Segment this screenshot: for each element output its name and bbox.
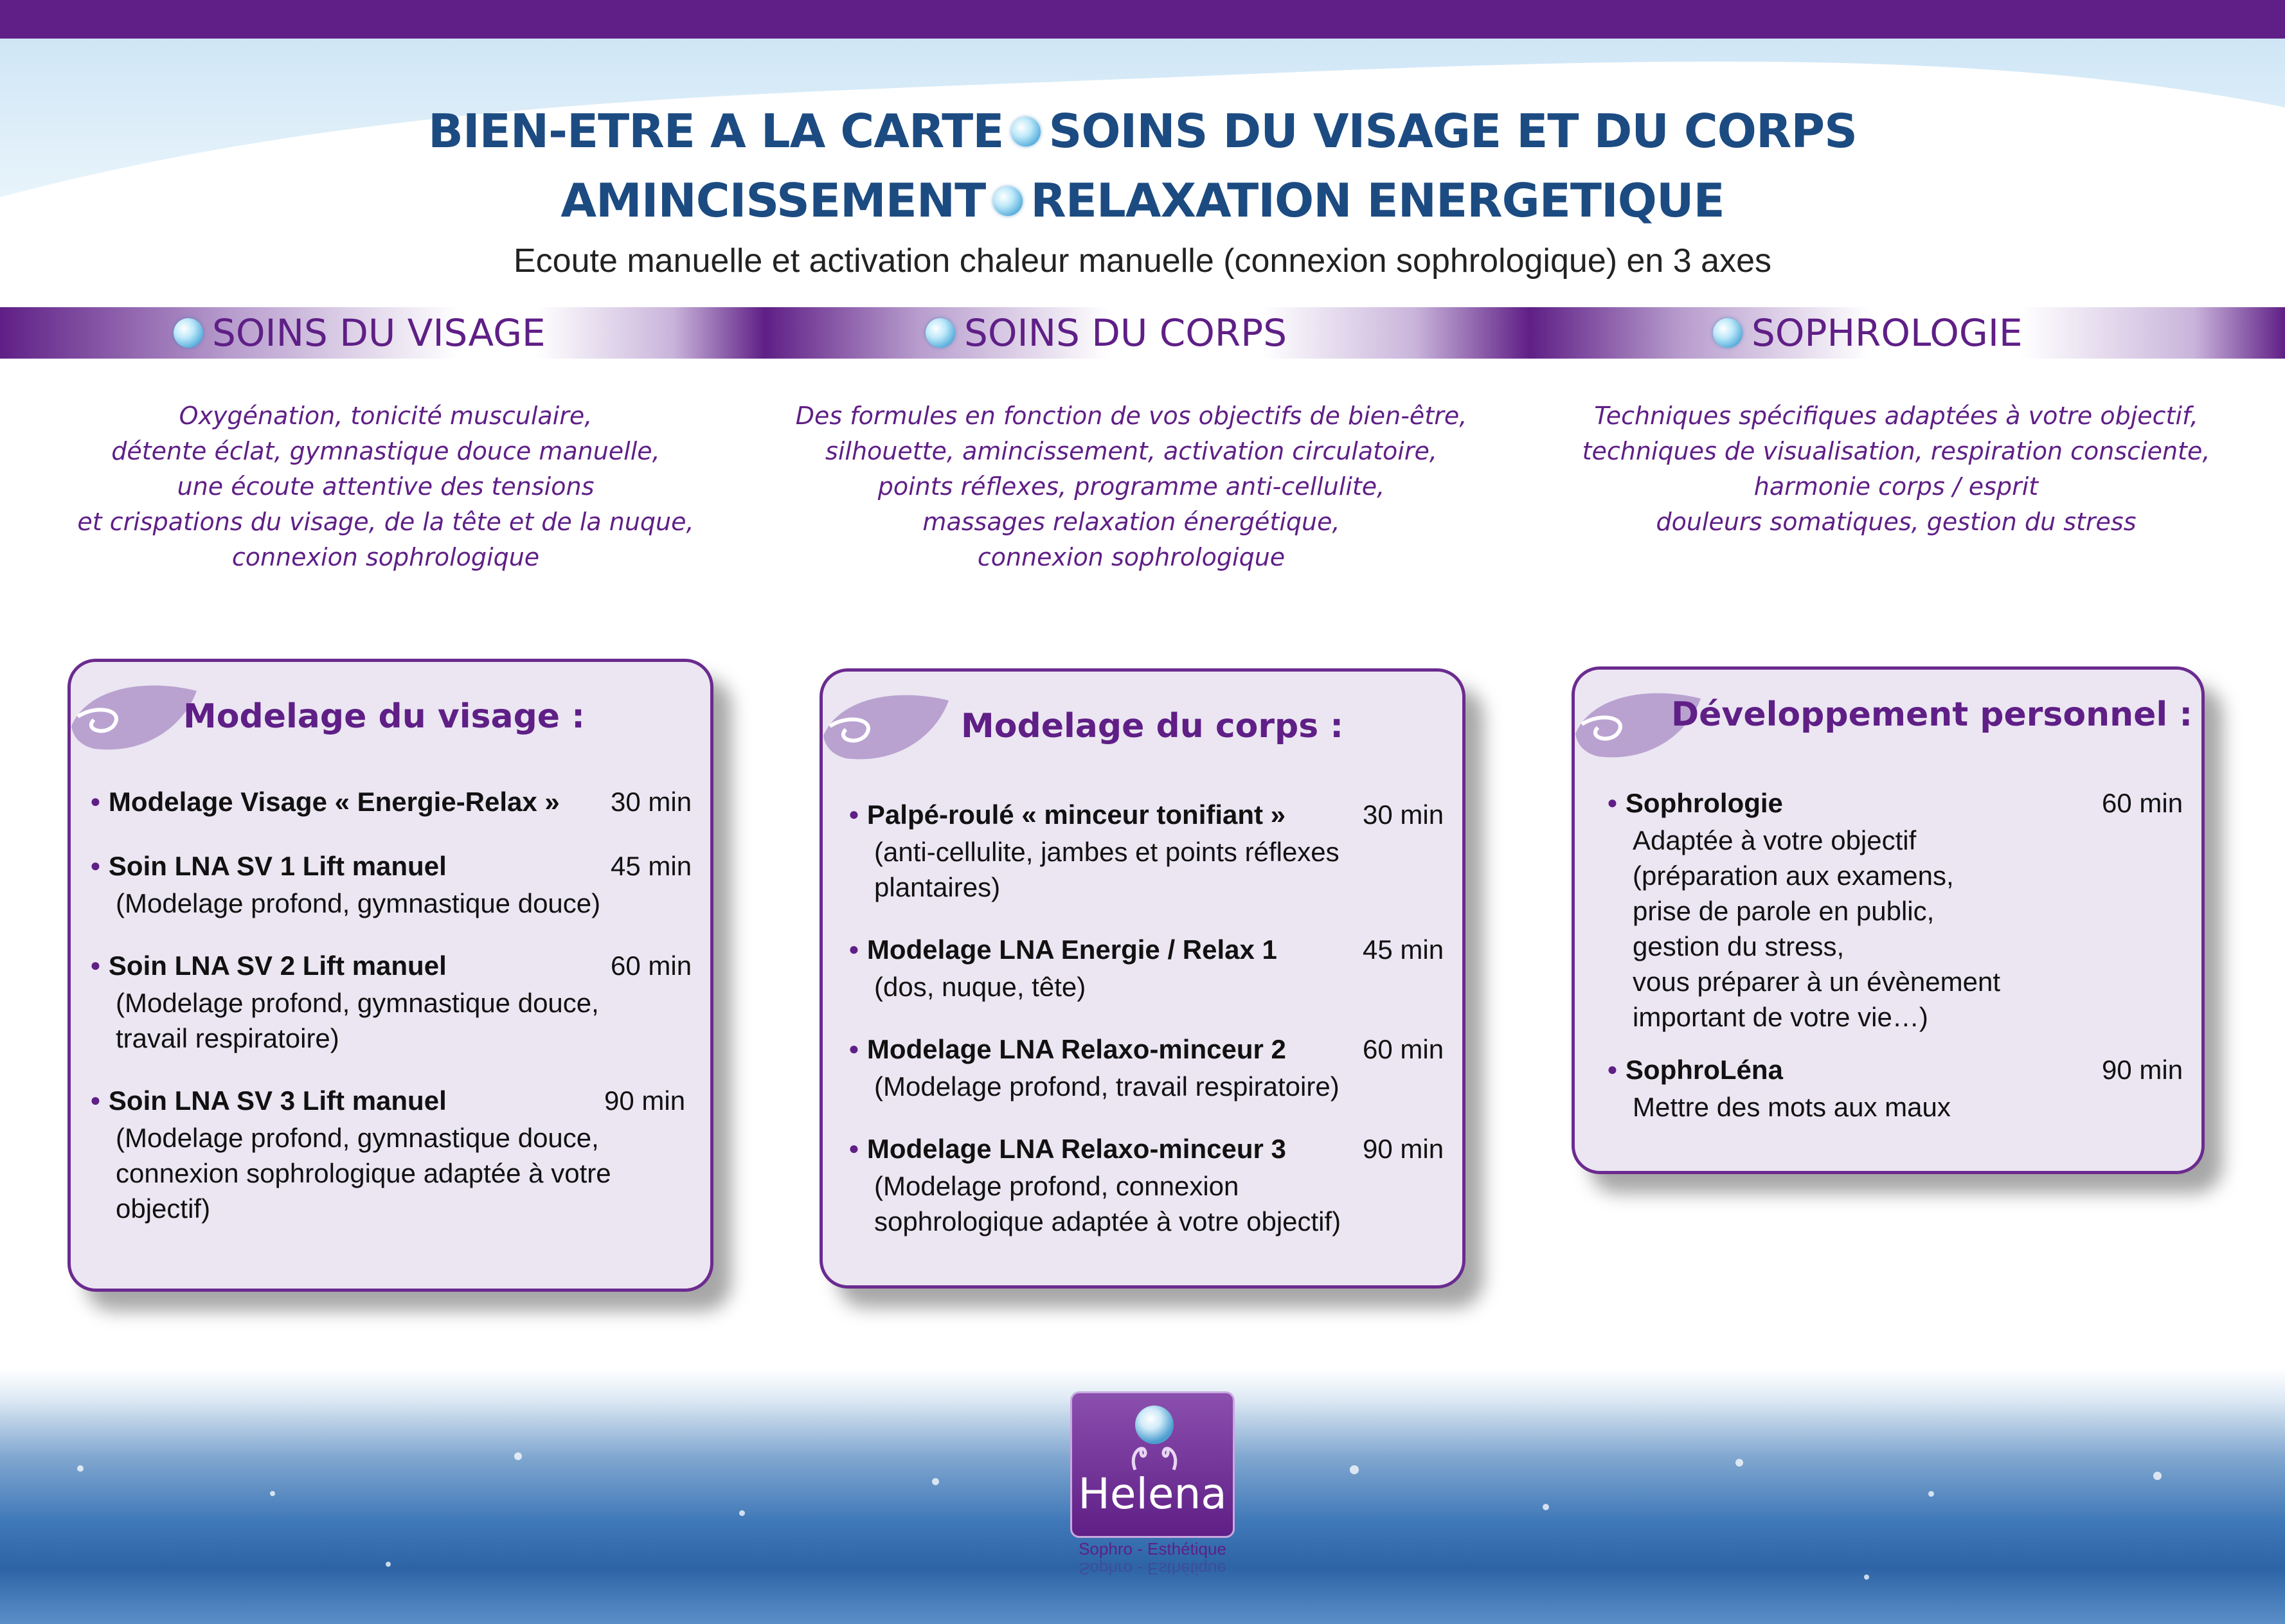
description-line: points réflexes, programme anti-cellulite,: [877, 472, 1385, 501]
header-title-2b: RELAXATION ENERGETIQUE: [1030, 174, 1725, 228]
list-item: [823, 1031, 1462, 1104]
section-band-corps: [765, 307, 1530, 359]
item-duration: 60 min: [2102, 788, 2183, 818]
header-line-1: [0, 96, 2285, 166]
section-title-text: SOINS DU VISAGE: [212, 311, 546, 355]
list-item: [71, 1083, 710, 1226]
description-line: détente éclat, gymnastique douce manuelle,: [111, 437, 660, 465]
section-title-text: SOPHROLOGIE: [1752, 311, 2023, 355]
section-title-sophrologie: [1713, 307, 2023, 359]
item-name: ● Sophrologie: [1607, 785, 2201, 823]
list-item: [823, 1131, 1462, 1239]
header: [0, 96, 2285, 287]
description-line: Techniques spécifiques adaptées à votre objectif,: [1594, 402, 2198, 430]
leaf-swirl-icon: [820, 691, 955, 768]
item-name: ● Modelage LNA Relaxo-minceur 2: [848, 1031, 1462, 1069]
item-name: ● Soin LNA SV 2 Lift manuel: [90, 948, 710, 985]
header-line-2: [0, 166, 2285, 235]
section-description-corps: [791, 398, 1472, 575]
logo-name: Helena: [1078, 1469, 1227, 1519]
item-detail: Adaptée à votre objectif: [1633, 825, 1917, 856]
item-detail: gestion du stress,: [1633, 931, 1845, 962]
card-corps: [820, 668, 1465, 1289]
list-item: [1575, 785, 2201, 1035]
description-line: et crispations du visage, de la tête et de la nuque,: [77, 508, 694, 536]
bullet-orb-icon: [1011, 117, 1041, 147]
item-detail: sophrologique adaptée à votre objectif): [874, 1206, 1341, 1237]
item-duration: 45 min: [1363, 934, 1444, 965]
item-duration: 90 min: [2102, 1055, 2183, 1085]
bullet-orb-icon: [174, 318, 203, 348]
item-duration: 45 min: [611, 851, 692, 881]
section-title-visage: [174, 307, 546, 359]
item-duration: 90 min: [1363, 1134, 1444, 1164]
item-detail: objectif): [116, 1193, 211, 1224]
item-detail: (anti-cellulite, jambes et points réflexes: [874, 837, 1340, 868]
item-detail: (Modelage profond, travail respiratoire): [874, 1071, 1340, 1102]
item-detail: plantaires): [874, 872, 1001, 903]
item-detail: prise de parole en public,: [1633, 896, 1935, 927]
logo-tagline: Sophro - Esthétique: [1079, 1539, 1226, 1558]
list-item: [1575, 1052, 2201, 1125]
bullet-orb-icon: [993, 186, 1023, 216]
item-name: ● Palpé-roulé « minceur tonifiant »: [848, 797, 1462, 834]
item-duration: 90 min: [604, 1085, 686, 1116]
item-name: ● Modelage Visage « Energie-Relax »: [90, 784, 710, 821]
item-detail: (Modelage profond, gymnastique douce): [116, 888, 601, 919]
item-detail: vous préparer à un évènement: [1633, 967, 2001, 997]
section-description-visage: [64, 398, 707, 575]
section-title-corps: [926, 307, 1287, 359]
item-detail: (Modelage profond, connexion: [874, 1171, 1239, 1202]
description-line: harmonie corps / esprit: [1753, 472, 2039, 501]
list-item: [71, 948, 710, 1056]
item-detail: (préparation aux examens,: [1633, 861, 1954, 891]
item-name: ● Soin LNA SV 3 Lift manuel: [90, 1083, 710, 1120]
card-title: Modelage du corps :: [961, 707, 1344, 745]
list-item: [823, 797, 1462, 905]
description-line: connexion sophrologique: [231, 543, 540, 571]
header-title-2a: AMINCISSEMENT: [560, 174, 986, 228]
item-name: ● Modelage LNA Relaxo-minceur 3: [848, 1131, 1462, 1168]
list-item: [71, 848, 710, 921]
section-band-visage: [0, 307, 765, 359]
item-name: ● Soin LNA SV 1 Lift manuel: [90, 848, 710, 886]
header-title-1a: BIEN-ETRE A LA CARTE: [427, 104, 1004, 158]
description-line: une écoute attentive des tensions: [177, 472, 595, 501]
logo-tagline-reflection: Sophro - Esthétique: [1079, 1559, 1226, 1578]
item-detail: (Modelage profond, gymnastique douce,: [116, 988, 599, 1019]
description-line: techniques de visualisation, respiration consciente,: [1582, 437, 2210, 465]
card-sophrologie: [1572, 666, 2205, 1174]
item-duration: 60 min: [1363, 1034, 1444, 1064]
bullet-orb-icon: [926, 318, 955, 348]
item-name: ● Modelage LNA Energie / Relax 1: [848, 932, 1462, 969]
card-visage: [67, 659, 713, 1292]
item-detail: (Modelage profond, gymnastique douce,: [116, 1123, 599, 1154]
section-band-sophrologie: [1530, 307, 2285, 359]
item-detail: travail respiratoire): [116, 1023, 339, 1054]
description-line: silhouette, amincissement, activation circulatoire,: [825, 437, 1437, 465]
item-detail: (dos, nuque, tête): [874, 972, 1086, 1003]
list-item: [71, 784, 710, 821]
brand-logo: [1070, 1391, 1235, 1538]
item-duration: 30 min: [1363, 799, 1444, 830]
description-line: massages relaxation énergétique,: [922, 508, 1340, 536]
header-title-1b: SOINS DU VISAGE ET DU CORPS: [1048, 104, 1858, 158]
bullet-orb-icon: [1713, 318, 1743, 348]
description-line: douleurs somatiques, gestion du stress: [1656, 508, 2137, 536]
item-detail: important de votre vie…): [1633, 1002, 1928, 1033]
description-line: Oxygénation, tonicité musculaire,: [179, 402, 593, 430]
item-detail: connexion sophrologique adaptée à votre: [116, 1158, 611, 1189]
description-line: Des formules en fonction de vos objectifs de bien-être,: [795, 402, 1467, 430]
description-line: connexion sophrologique: [977, 543, 1286, 571]
item-name: ● SophroLéna: [1607, 1052, 2201, 1089]
card-title: Développement personnel :: [1671, 695, 2193, 734]
item-duration: 60 min: [611, 950, 692, 981]
header-subtitle: Ecoute manuelle et activation chaleur manuelle (connexion sophrologique) en 3 axes: [513, 242, 1771, 280]
card-title: Modelage du visage :: [183, 697, 585, 736]
orb-figure-icon: [1116, 1402, 1193, 1473]
list-item: [823, 932, 1462, 1004]
top-bar: [0, 0, 2285, 39]
item-duration: 30 min: [611, 787, 692, 817]
section-title-text: SOINS DU CORPS: [964, 311, 1287, 355]
item-detail: Mettre des mots aux maux: [1633, 1092, 1951, 1123]
section-description-sophrologie: [1555, 398, 2237, 540]
